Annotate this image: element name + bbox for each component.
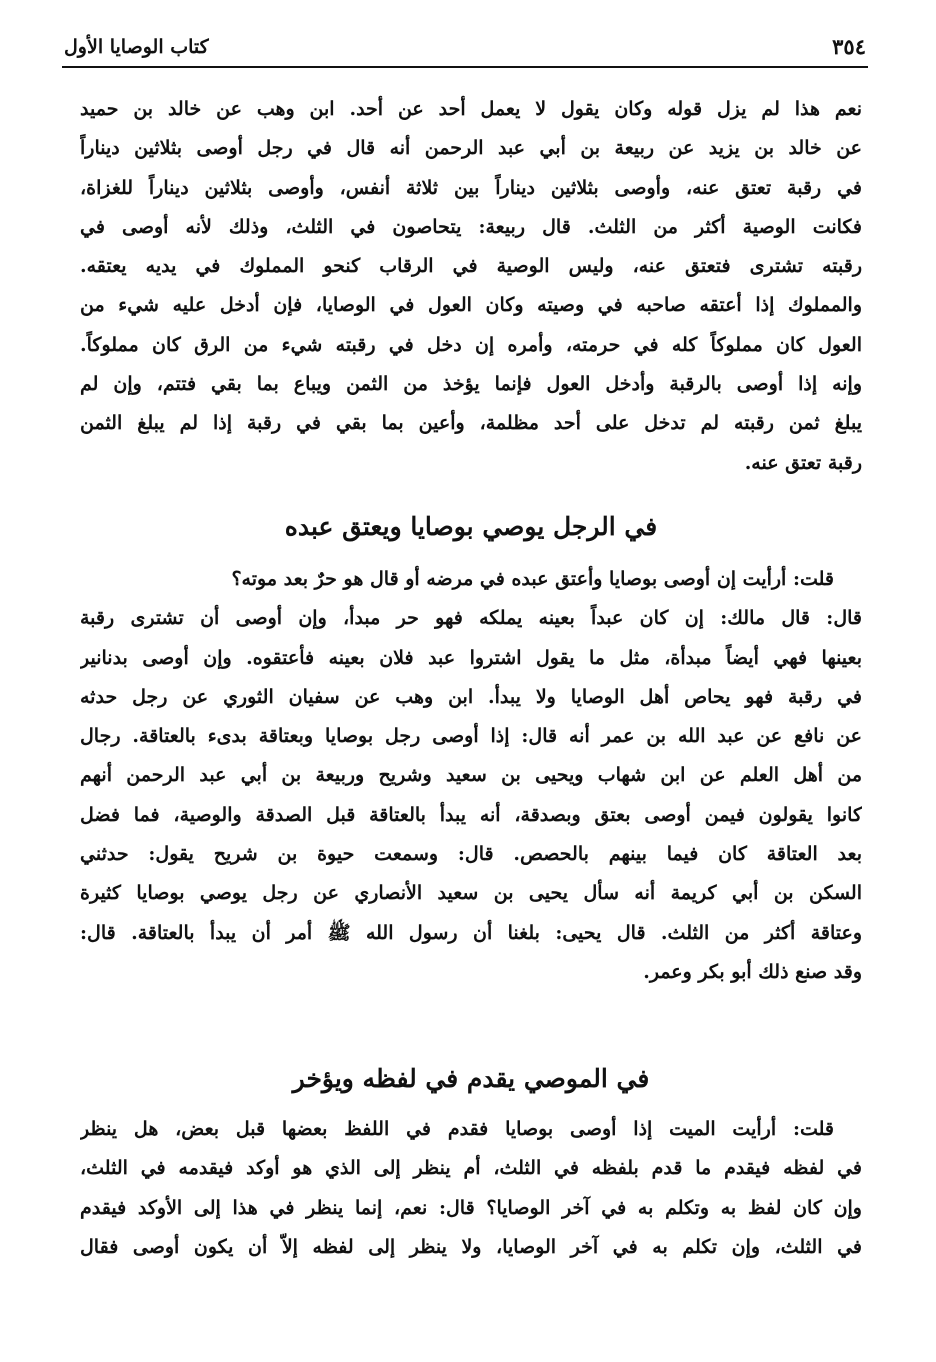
text-line: في رقبة فهو يحاص أهل الوصايا ولا يبدأ. ابن وهب عن سفيان الثوري عن رجل حدثه [80, 685, 862, 708]
text-line: قال: قال مالك: إن كان عبداً بعينه يملكه فهو حر مبدأ، وإن أوصى أن تشترى رقبة [80, 607, 862, 630]
text-line: قلت: أرأيت إن أوصى بوصايا وأعتق عبده في مرضه أو قال هو حرٌ بعد موته؟ [231, 568, 834, 590]
text-line: رقبة تعتق عنه. [744, 451, 862, 474]
section-heading: في الرجل يوصي بوصايا ويعتق عبده [284, 512, 658, 541]
text-line: من أهل العلم عن ابن شهاب ويحيى بن سعيد وشريح وربيعة بن أبي عبد الرحمن أنهم [80, 764, 862, 787]
text-line: رقبته تشترى فتعتق عنه، وليس الوصية في الرقاب كنحو المملوك في يديه يعتقه. [80, 255, 862, 278]
text-line: يبلغ ثمن رقبته لم تدخل على أحد مظلمة، وأعين بما بقي في رقبة إذا لم يبلغ الثمن [80, 412, 862, 435]
text-line: كانوا يقولون فيمن أوصى بعتق وبصدقة، أنه يبدأ بالعتاقة قبل الصدقة والوصية، فما فضل [80, 803, 862, 826]
section-body [80, 1110, 862, 1267]
text-line: نعم هذا لم يزل قوله وكان يقول لا يعمل أحد عن أحد. ابن وهب عن خالد بن حميد [80, 98, 862, 120]
text-line: عن خالد بن يزيد عن ربيعة بن أبي عبد الرحمن أنه قال في رجل أوصى بثلاثين ديناراً [80, 137, 862, 160]
page-number: ٣٥٤ [832, 34, 866, 59]
text-line: عن نافع عن عبد الله بن عمر أنه قال: إذا أوصى رجل بوصايا وبعتاقة بدىء بالعتاقة. رجال [80, 725, 862, 748]
text-line: وإنه إذا أوصى بالرقبة وأدخل العول فإنما يؤخذ من الثمن ويباع بما بقي فتتم، وإن لم [80, 373, 862, 396]
running-header [62, 30, 868, 68]
text-line: العول كان مملوكاً كله في حرمته، وأمره إن دخل في رقبته شيء من الرق كان مملوكاً. [80, 333, 862, 356]
text-line: وقد صنع ذلك أبو بكر وعمر. [643, 960, 862, 983]
section-body [80, 560, 862, 992]
section-heading: في الموصي يقدم في لفظه ويؤخر [292, 1064, 650, 1093]
text-line: وعتاقة أكثر من الثلث. قال يحيى: بلغنا أن رسول الله ﷺ أمر أن يبدأ بالعتاقة. قال: [80, 921, 862, 944]
text-line: بعينها فهي أيضاً مبدأة، مثل ما يقول اشتروا عبد فلان بعينه فأعتقوه. وإن أوصى بدنانير [80, 646, 862, 669]
text-line: والمملوك إذا أعتقه صاحبه في وصيته وكان العول في الوصايا، فإن أدخل عليه شيء من [80, 294, 862, 317]
text-line: بعد العتاقة كان فيما بينهم بالحصص. قال: وسمعت حيوة بن شريح يقول: حدثني [80, 843, 862, 866]
text-line: فكانت الوصية أكثر من الثلث. قال ربيعة: يتحاصون في الثلث، وذلك لأنه أوصى في [80, 215, 862, 238]
text-line: السكن بن أبي كريمة أنه سأل يحيى بن سعيد الأنصاري عن رجل يوصي بوصايا كثيرة [80, 882, 862, 905]
book-title: كتاب الوصايا الأول [64, 36, 209, 58]
text-line: في لفظه فيقدم ما قدم بلفظه في الثلث، أم ينظر إلى الذي هو أوكد فيقدمه في الثلث، [80, 1157, 862, 1180]
text-line: في رقبة تعتق عنه، وأوصى بثلاثين ديناراً بين ثلاثة أنفس، وأوصى بثلاثين ديناراً للغزاة، [80, 176, 862, 199]
text-line: وإن كان لفظ به وتكلم به في آخر الوصايا؟ قال: نعم، إنما ينظر في هذا إلى الأوكد فيقدم [80, 1196, 862, 1219]
text-line: في الثلث، وإن تكلم به في آخر الوصايا، ولا ينظر إلى لفظه إلاّ أن يكون أوصى فقال [80, 1235, 862, 1258]
paragraph-continued [80, 90, 862, 483]
text-line: قلت: أرأيت الميت إذا أوصى بوصايا فقدم في اللفظ بعضها قبل بعض، هل ينظر [80, 1118, 834, 1140]
